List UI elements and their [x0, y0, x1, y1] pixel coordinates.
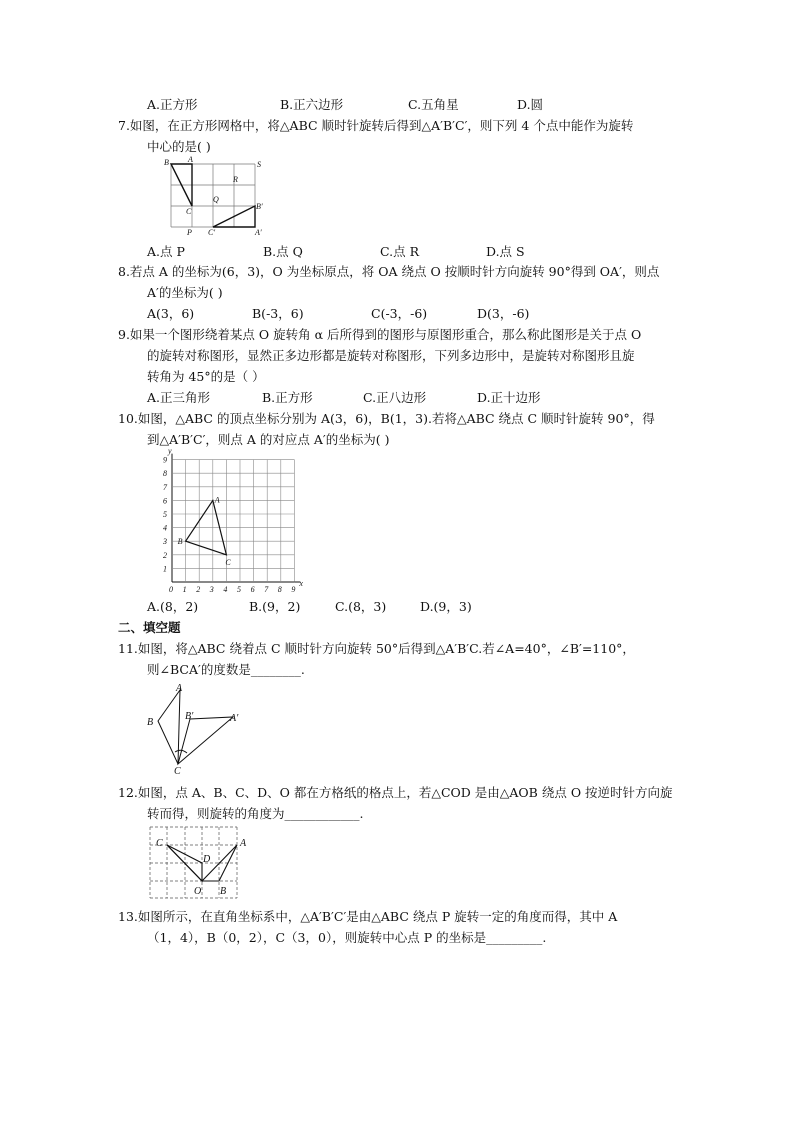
x-tick-label: 7 — [264, 585, 269, 594]
q8-option-d: D(3，-6) — [477, 306, 530, 321]
x-tick-label: 3 — [209, 585, 214, 594]
y-tick-label: 2 — [163, 550, 167, 560]
q12-grid-figure — [147, 824, 257, 902]
y-tick-label: 8 — [163, 469, 167, 479]
q10-option-c: C.(8，3) — [335, 599, 387, 614]
q9-text-line3: 转角为 45°的是（ ） — [147, 369, 265, 384]
q7-option-a: A.点 P — [147, 244, 185, 259]
q7-text-line1: 7.如图，在正方形网格中，将△ABC 顺时针旋转后得到△A′B′C′，则下列 4 个点中能作为旋转 — [118, 118, 634, 133]
q7-label-bprime: B′ — [256, 202, 263, 211]
q10-coordinate-grid — [150, 446, 310, 595]
q9-text-line2: 的旋转对称图形，显然正多边形都是旋转对称图形，下列多边形中，是旋转对称图形且旋 — [147, 348, 635, 363]
q6-option-a: A.正方形 — [147, 97, 198, 112]
q7-option-b: B.点 Q — [263, 244, 303, 259]
q7-text-line2: 中心的是( ) — [147, 139, 211, 154]
x-tick-label: 2 — [196, 585, 201, 594]
q6-option-c: C.五角星 — [408, 97, 459, 112]
q13-text-line1: 13.如图所示，在直角坐标系中，△A′B′C′是由△ABC 绕点 P 旋转一定的角度而得，其中 A — [118, 909, 618, 924]
q11-label-c: C — [174, 766, 181, 777]
label-b: B — [177, 537, 183, 547]
q7-label-s: S — [257, 160, 261, 169]
q12-text-line1: 12.如图，点 A、B、C、D、O 都在方格纸的格点上，若△COD 是由△AOB 绕点 O 按逆时针方向旋 — [118, 785, 673, 800]
q8-text-line1: 8.若点 A 的坐标为(6，3)，O 为坐标原点，将 OA 绕点 O 按顺时针方向旋转 90°得到 OA′，则点 — [118, 264, 660, 279]
q10-option-d: D.(9，3) — [420, 599, 472, 614]
q9-option-d: D.正十边形 — [477, 390, 541, 405]
q7-label-b: B — [164, 158, 169, 167]
q11-rotation-figure — [145, 682, 255, 777]
q7-option-d: D.点 S — [486, 244, 525, 259]
q9-option-a: A.正三角形 — [147, 390, 211, 405]
q10-option-a: A.(8，2) — [147, 599, 199, 614]
x-tick-label: 4 — [223, 585, 228, 594]
q11-label-a: A — [176, 683, 183, 694]
q10-text-line1: 10.如图，△ABC 的顶点坐标分别为 A(3，6)，B(1，3).若将△ABC 绕点 C 顺时针旋转 90°，得 — [118, 411, 655, 426]
q8-option-c: C(-3，-6) — [371, 306, 428, 321]
y-tick-label: 3 — [163, 537, 167, 547]
x-tick-label: 8 — [277, 585, 282, 594]
label-a: A — [214, 495, 220, 505]
q11-label-aprime: A′ — [230, 713, 239, 724]
q11-label-b: B — [147, 717, 154, 728]
q11-text-line1: 11.如图，将△ABC 绕着点 C 顺时针方向旋转 50°后得到△A′B′C.若∠A=40°，∠B′=110°， — [118, 641, 635, 656]
q9-option-b: B.正方形 — [262, 390, 313, 405]
q7-label-q: Q — [213, 195, 219, 204]
q7-label-c: C — [186, 207, 192, 216]
q12-label-a: A — [240, 838, 247, 849]
q7-label-aprime: A′ — [255, 228, 262, 237]
x-axis-label: x — [299, 579, 303, 588]
q7-label-cprime: C′ — [208, 228, 216, 237]
y-tick-label: 9 — [163, 455, 167, 465]
q7-label-p: P — [187, 228, 192, 237]
q13-text-line2: （1，4），B（0，2），C（3，0），则旋转中心点 P 的坐标是_________. — [147, 930, 547, 945]
q7-grid-figure — [163, 155, 263, 238]
q8-option-b: B(-3，6) — [252, 306, 304, 321]
q11-label-bprime: B′ — [185, 711, 194, 722]
y-tick-label: 4 — [163, 523, 167, 533]
y-tick-label: 1 — [163, 564, 167, 574]
y-tick-label: 6 — [163, 496, 167, 506]
label-c: C — [225, 557, 231, 567]
q6-option-d: D.圆 — [517, 97, 544, 112]
y-axis-label: y — [168, 446, 172, 456]
q8-text-line2: A′的坐标为( ) — [147, 285, 223, 300]
q8-option-a: A(3，6) — [147, 306, 195, 321]
q7-label-a: A — [188, 155, 193, 164]
x-tick-label: 5 — [237, 585, 241, 594]
x-tick-label: 6 — [250, 585, 255, 594]
q7-label-r: R — [233, 175, 238, 184]
x-tick-label: 9 — [291, 585, 296, 594]
q10-text-line2: 到△A′B′C′，则点 A 的对应点 A′的坐标为( ) — [147, 432, 390, 447]
q12-label-d: D — [203, 854, 211, 865]
x-tick-label: 0 — [169, 585, 173, 594]
q6-option-b: B.正六边形 — [280, 97, 344, 112]
q12-label-c: C — [156, 838, 163, 849]
q10-option-b: B.(9，2) — [249, 599, 301, 614]
y-tick-label: 7 — [163, 482, 167, 492]
q11-text-line2: 则∠BCA′的度数是________. — [147, 662, 305, 677]
q9-option-c: C.正八边形 — [363, 390, 427, 405]
q12-label-o: O — [194, 886, 202, 897]
q12-text-line2: 转而得，则旋转的角度为____________. — [147, 806, 364, 821]
q12-label-b: B — [220, 886, 227, 897]
y-tick-label: 5 — [163, 510, 167, 519]
q7-option-c: C.点 R — [380, 244, 419, 259]
x-tick-label: 1 — [182, 585, 187, 594]
section-2-title: 二、填空题 — [118, 620, 181, 635]
q9-text-line1: 9.如果一个图形绕着某点 O 旋转角 α 后所得到的图形与原图形重合，那么称此图形是关于点 O — [118, 327, 642, 342]
